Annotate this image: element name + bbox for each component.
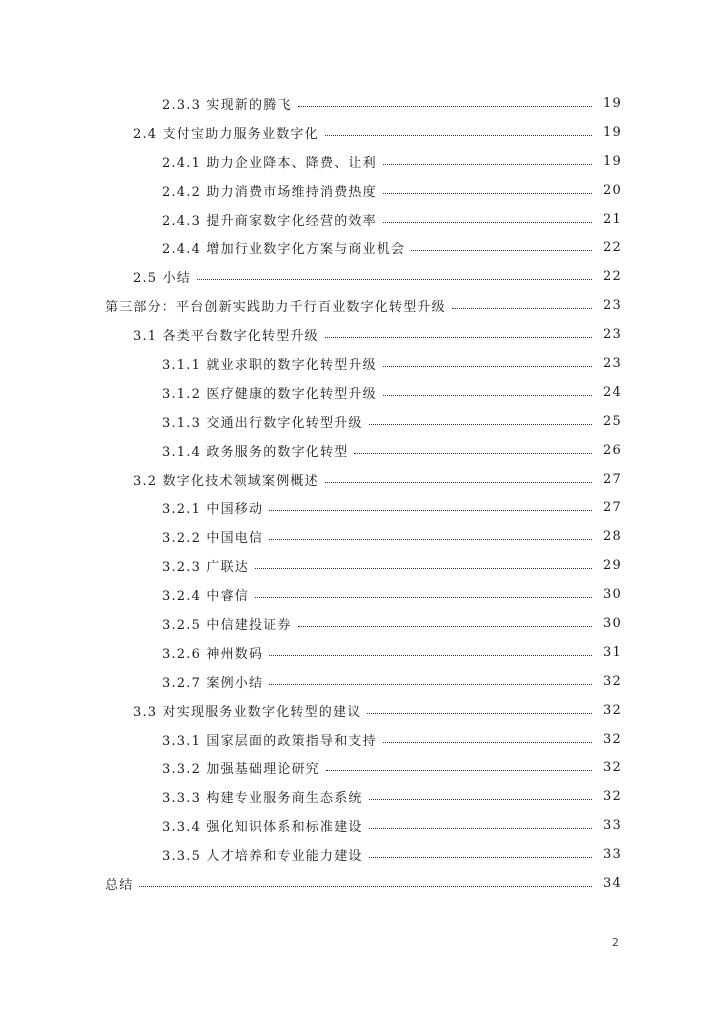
toc-entry-page: 30 — [603, 587, 622, 603]
toc-entry[interactable] — [0, 407, 724, 436]
dot-leader — [354, 453, 592, 454]
toc-entry-title: 3.2.6 神州数码 — [162, 646, 264, 662]
toc-entry-title: 2.4.3 提升商家数字化经营的效率 — [162, 213, 377, 229]
dot-leader — [298, 626, 592, 627]
page-number: 2 — [612, 936, 619, 949]
toc-entry-title: 3.1.1 就业求职的数字化转型升级 — [162, 357, 377, 373]
toc-entry-title: 3.2.4 中睿信 — [162, 589, 250, 605]
toc-entry-title: 3.2.3 广联达 — [162, 560, 250, 576]
toc-entry-page: 21 — [603, 211, 622, 227]
toc-entry-title: 2.5 小结 — [133, 271, 192, 287]
toc-entry-page: 26 — [603, 442, 622, 458]
toc-entry-title: 3.2.2 中国电信 — [162, 531, 264, 547]
dot-leader — [269, 684, 592, 685]
toc-entry-title: 3.3.5 人才培养和专业能力建设 — [162, 849, 363, 865]
toc-entry[interactable] — [0, 465, 724, 494]
dot-leader — [197, 279, 592, 280]
toc-entry-page: 20 — [603, 182, 622, 198]
toc-entry[interactable] — [0, 869, 724, 898]
dot-leader — [255, 568, 592, 569]
dot-leader — [369, 857, 592, 858]
toc-entry-title: 3.2.5 中信建投证券 — [162, 617, 292, 633]
dot-leader — [383, 193, 592, 194]
dot-leader — [369, 424, 592, 425]
dot-leader — [369, 828, 592, 829]
toc-entry[interactable] — [0, 753, 724, 782]
toc-entry-page: 30 — [603, 615, 622, 631]
toc-entry[interactable] — [0, 609, 724, 638]
dot-leader — [325, 482, 592, 483]
dot-leader — [326, 770, 592, 771]
toc-entry[interactable] — [0, 667, 724, 696]
toc-entry[interactable] — [0, 89, 724, 118]
toc-entry-page: 25 — [603, 413, 622, 429]
toc-entry-title: 3.2.7 案例小结 — [162, 675, 264, 691]
dot-leader — [325, 337, 592, 338]
dot-leader — [383, 395, 592, 396]
toc-entry-title: 3.2.1 中国移动 — [162, 502, 264, 518]
toc-entry[interactable] — [0, 522, 724, 551]
toc-entry-page: 32 — [603, 789, 622, 805]
toc-entry[interactable] — [0, 551, 724, 580]
toc-entry-page: 31 — [603, 644, 622, 660]
toc-entry-title: 总结 — [105, 877, 134, 893]
toc-entry-page: 23 — [603, 355, 622, 371]
toc-entry-title: 3.2 数字化技术领域案例概述 — [133, 473, 319, 489]
toc-entry[interactable] — [0, 176, 724, 205]
toc-entry[interactable] — [0, 320, 724, 349]
toc-entry-title: 3.3.1 国家层面的政策指导和支持 — [162, 733, 377, 749]
dot-leader — [383, 222, 592, 223]
toc-entry-title: 3.1 各类平台数字化转型升级 — [133, 329, 319, 345]
dot-leader — [383, 164, 592, 165]
toc-entry[interactable] — [0, 782, 724, 811]
toc-entry[interactable] — [0, 696, 724, 725]
dot-leader — [367, 713, 592, 714]
toc-entry-page: 33 — [603, 847, 622, 863]
toc-entry[interactable] — [0, 118, 724, 147]
toc-entry-page: 29 — [603, 558, 622, 574]
toc-entry-page: 32 — [603, 760, 622, 776]
toc-entry[interactable] — [0, 493, 724, 522]
toc-entry[interactable] — [0, 349, 724, 378]
dot-leader — [383, 366, 592, 367]
dot-leader — [269, 510, 592, 511]
toc-entry-page: 28 — [603, 529, 622, 545]
toc-entry-page: 19 — [603, 153, 622, 169]
toc-entry-title: 3.1.3 交通出行数字化转型升级 — [162, 415, 363, 431]
toc-entry-page: 23 — [603, 327, 622, 343]
toc-entry-page: 27 — [603, 471, 622, 487]
dot-leader — [298, 106, 592, 107]
dot-leader — [383, 742, 592, 743]
toc-entry[interactable] — [0, 205, 724, 234]
toc-entry-page: 32 — [603, 702, 622, 718]
dot-leader — [139, 886, 592, 887]
dot-leader — [255, 597, 592, 598]
toc-entry-page: 19 — [603, 95, 622, 111]
toc-entry-title: 3.3 对实现服务业数字化转型的建议 — [133, 704, 362, 720]
dot-leader — [369, 799, 592, 800]
toc-entry[interactable] — [0, 436, 724, 465]
toc-entry-page: 23 — [603, 298, 622, 314]
toc-entry[interactable] — [0, 580, 724, 609]
toc-entry-page: 32 — [603, 673, 622, 689]
toc-entry-title: 2.3.3 实现新的腾飞 — [162, 97, 292, 113]
toc-entry[interactable] — [0, 725, 724, 754]
toc-entry[interactable] — [0, 378, 724, 407]
dot-leader — [269, 655, 592, 656]
toc-entry[interactable] — [0, 840, 724, 869]
toc-entry-title: 3.3.3 构建专业服务商生态系统 — [162, 791, 363, 807]
toc-entry[interactable] — [0, 233, 724, 262]
toc-entry-title: 3.3.2 加强基础理论研究 — [162, 762, 321, 778]
table-of-contents — [0, 89, 724, 898]
toc-entry-page: 32 — [603, 731, 622, 747]
dot-leader — [452, 308, 592, 309]
toc-entry-page: 33 — [603, 818, 622, 834]
toc-entry-page: 24 — [603, 384, 622, 400]
toc-entry[interactable] — [0, 147, 724, 176]
toc-entry-page: 19 — [603, 124, 622, 140]
toc-entry-page: 34 — [603, 875, 622, 891]
toc-entry-title: 2.4.4 增加行业数字化方案与商业机会 — [162, 242, 406, 258]
toc-entry-title: 第三部分：平台创新实践助力千行百业数字化转型升级 — [105, 300, 446, 316]
dot-leader — [269, 539, 592, 540]
toc-entry-page: 22 — [603, 269, 622, 285]
toc-entry-title: 3.1.2 医疗健康的数字化转型升级 — [162, 386, 377, 402]
toc-entry-title: 2.4.1 助力企业降本、降费、让利 — [162, 155, 377, 171]
toc-entry[interactable] — [0, 291, 724, 320]
toc-entry-page: 27 — [603, 500, 622, 516]
toc-entry-page: 22 — [603, 240, 622, 256]
toc-entry-title: 2.4 支付宝助力服务业数字化 — [133, 126, 319, 142]
toc-entry[interactable] — [0, 638, 724, 667]
dot-leader — [325, 135, 592, 136]
toc-entry[interactable] — [0, 262, 724, 291]
toc-entry[interactable] — [0, 811, 724, 840]
toc-entry-title: 2.4.2 助力消费市场维持消费热度 — [162, 184, 377, 200]
toc-entry-title: 3.3.4 强化知识体系和标准建设 — [162, 820, 363, 836]
dot-leader — [411, 250, 592, 251]
toc-entry-title: 3.1.4 政务服务的数字化转型 — [162, 444, 349, 460]
